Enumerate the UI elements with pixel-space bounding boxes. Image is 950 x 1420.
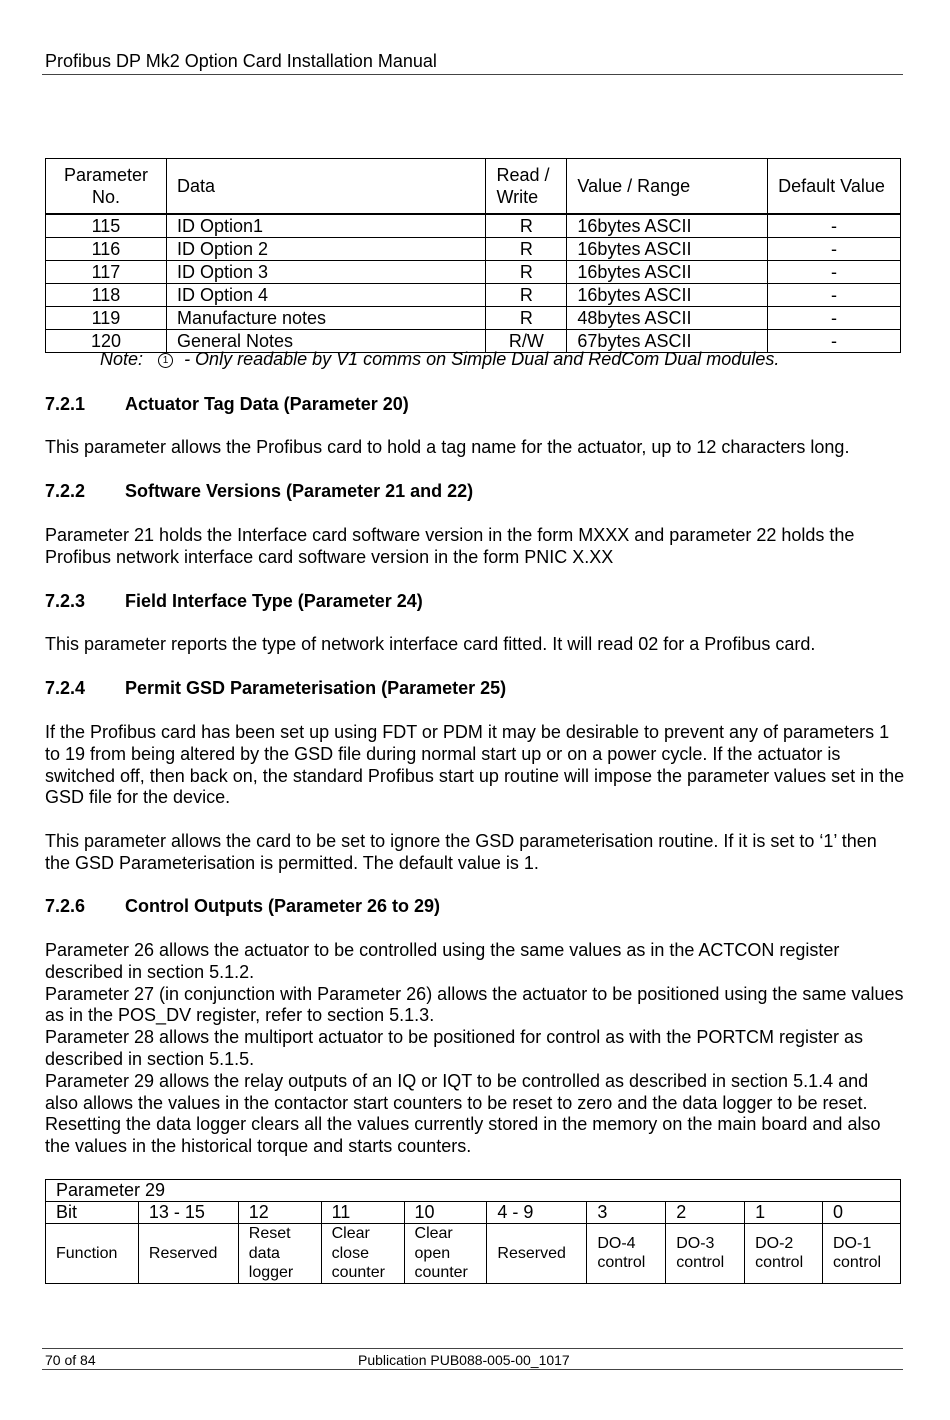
note-text: - Only readable by V1 comms on Simple Dual and RedCom Dual modules. — [184, 349, 780, 369]
bit-cell: 12 — [238, 1202, 321, 1224]
function-row — [46, 1224, 901, 1284]
table-row — [46, 261, 901, 284]
cell-read-write: R — [486, 307, 567, 330]
bit-cell: 4 - 9 — [487, 1202, 587, 1224]
section-title: Field Interface Type (Parameter 24) — [125, 591, 423, 611]
section-title: Permit GSD Parameterisation (Parameter 25) — [125, 678, 507, 698]
cell-parameter-no: 118 — [46, 284, 167, 307]
table-row — [46, 238, 901, 261]
section-number: 7.2.1 — [45, 394, 86, 414]
function-cell: Function — [46, 1224, 139, 1284]
cell-default-value: - — [768, 238, 901, 261]
cell-read-write: R — [486, 261, 567, 284]
cell-default-value: - — [768, 261, 901, 284]
section-body-7-2-3: This parameter reports the type of network interface card fitted. It will read 02 for a Profibus card. — [45, 634, 816, 654]
cell-value-range: 16bytes ASCII — [567, 214, 768, 238]
section-body-7-2-4: If the Profibus card has been set up using FDT or PDM it may be desirable to prevent any of parameters 1 to 19 from being altered by the GSD file during normal start up or on a power cycle. If the actuator is switched off, then back on, the standard Profibus start up routine will impose the parameter values set in the GSD file for the device. — [45, 722, 905, 808]
circled-one-icon: 1 — [158, 353, 173, 368]
cell-read-write: R/W — [486, 330, 567, 353]
section-body-7-2-4-second: This parameter allows the card to be set to ignore the GSD parameterisation routine. If it is set to ‘1’ then the GSD Parameterisation is permitted. The default value is 1. — [45, 831, 877, 873]
cell-value-range: 67bytes ASCII — [567, 330, 768, 353]
cell-value-range: 16bytes ASCII — [567, 238, 768, 261]
function-cell: Reset data logger — [238, 1224, 321, 1284]
column-header-default-value: Default Value — [768, 159, 901, 215]
document-header-title: Profibus DP Mk2 Option Card Installation Manual — [45, 51, 437, 71]
function-cell: DO-1 control — [823, 1224, 901, 1284]
column-header-parameter-no: Parameter No. — [46, 159, 167, 215]
table-row — [46, 284, 901, 307]
section-number: 7.2.4 — [45, 678, 86, 698]
paragraph-parameter-28: Parameter 28 allows the multiport actuator to be positioned for control as with the PORTCM register as described in section 5.1.5. — [45, 1027, 864, 1069]
parameter-29-table — [45, 1179, 901, 1284]
page-number: 70 of 84 — [45, 1352, 96, 1368]
cell-default-value: - — [768, 284, 901, 307]
parameter-29-title-row — [46, 1180, 901, 1202]
cell-data: ID Option1 — [166, 214, 486, 238]
column-header-data: Data — [166, 159, 486, 215]
cell-data: Manufacture notes — [166, 307, 486, 330]
cell-default-value: - — [768, 330, 901, 353]
section-heading-7-2-3 — [45, 591, 423, 612]
cell-parameter-no: 120 — [46, 330, 167, 353]
cell-default-value: - — [768, 214, 901, 238]
cell-read-write: R — [486, 238, 567, 261]
section-heading-7-2-6 — [45, 896, 440, 917]
note-label: Note: — [100, 349, 144, 369]
parameter-29-title: Parameter 29 — [46, 1180, 901, 1202]
bit-cell: 3 — [587, 1202, 666, 1224]
bit-cell: 2 — [666, 1202, 745, 1224]
cell-value-range: 16bytes ASCII — [567, 261, 768, 284]
cell-parameter-no: 115 — [46, 214, 167, 238]
cell-parameter-no: 116 — [46, 238, 167, 261]
column-header-value-range: Value / Range — [567, 159, 768, 215]
cell-value-range: 48bytes ASCII — [567, 307, 768, 330]
function-cell: Clear close counter — [321, 1224, 404, 1284]
section-number: 7.2.3 — [45, 591, 86, 611]
section-body-7-2-1: This parameter allows the Profibus card to hold a tag name for the actuator, up to 12 characters long. — [45, 437, 850, 457]
cell-data: General Notes — [166, 330, 486, 353]
footer-rule-bottom — [42, 1369, 903, 1370]
bit-cell: 0 — [823, 1202, 901, 1224]
function-cell: DO-4 control — [587, 1224, 666, 1284]
section-body-7-2-2: Parameter 21 holds the Interface card software version in the form MXXX and parameter 22 holds the Profibus network interface card software version in the form PNIC X.XX — [45, 525, 855, 567]
bit-cell: 10 — [404, 1202, 487, 1224]
cell-read-write: R — [486, 214, 567, 238]
function-cell: DO-3 control — [666, 1224, 745, 1284]
section-body-7-2-6 — [45, 940, 905, 1158]
section-heading-7-2-2 — [45, 481, 473, 502]
cell-value-range: 16bytes ASCII — [567, 284, 768, 307]
publication-number: Publication PUB088-005-00_1017 — [358, 1352, 570, 1368]
table-row — [46, 307, 901, 330]
bit-cell: 11 — [321, 1202, 404, 1224]
table-row — [46, 214, 901, 238]
cell-read-write: R — [486, 284, 567, 307]
bit-cell: 13 - 15 — [138, 1202, 238, 1224]
section-title: Actuator Tag Data (Parameter 20) — [125, 394, 409, 414]
bit-cell: 1 — [745, 1202, 823, 1224]
section-number: 7.2.2 — [45, 481, 86, 501]
bit-row — [46, 1202, 901, 1224]
paragraph-parameter-29: Parameter 29 allows the relay outputs of an IQ or IQT to be controlled as described in section 5.1.4 and also allows the values in the contactor start counters to be reset to zero and the data logger to be reset. Resetting the data logger clears all the values currently stored in the memory on the main board and also the values in the historical torque and starts counters. — [45, 1070, 881, 1157]
cell-data: ID Option 3 — [166, 261, 486, 284]
header-rule — [42, 74, 903, 75]
table-note — [100, 349, 779, 370]
section-title: Software Versions (Parameter 21 and 22) — [125, 481, 474, 501]
parameter-table-header-row — [46, 159, 901, 215]
section-title: Control Outputs (Parameter 26 to 29) — [125, 896, 441, 916]
section-heading-7-2-1 — [45, 394, 409, 415]
paragraph-parameter-26: Parameter 26 allows the actuator to be controlled using the same values as in the ACTCON register described in section 5.1.2. — [45, 940, 840, 982]
cell-default-value: - — [768, 307, 901, 330]
bit-cell: Bit — [46, 1202, 139, 1224]
cell-parameter-no: 119 — [46, 307, 167, 330]
cell-parameter-no: 117 — [46, 261, 167, 284]
cell-data: ID Option 2 — [166, 238, 486, 261]
cell-data: ID Option 4 — [166, 284, 486, 307]
section-number: 7.2.6 — [45, 896, 86, 916]
parameter-table — [45, 158, 901, 353]
function-cell: DO-2 control — [745, 1224, 823, 1284]
function-cell: Reserved — [487, 1224, 587, 1284]
function-cell: Clear open counter — [404, 1224, 487, 1284]
function-cell: Reserved — [138, 1224, 238, 1284]
footer-rule — [42, 1348, 903, 1349]
column-header-read-write: Read / Write — [486, 159, 567, 215]
section-heading-7-2-4 — [45, 678, 506, 699]
paragraph-parameter-27: Parameter 27 (in conjunction with Parameter 26) allows the actuator to be positioned using the same values as in the POS_DV register, refer to section 5.1.3. — [45, 983, 904, 1026]
